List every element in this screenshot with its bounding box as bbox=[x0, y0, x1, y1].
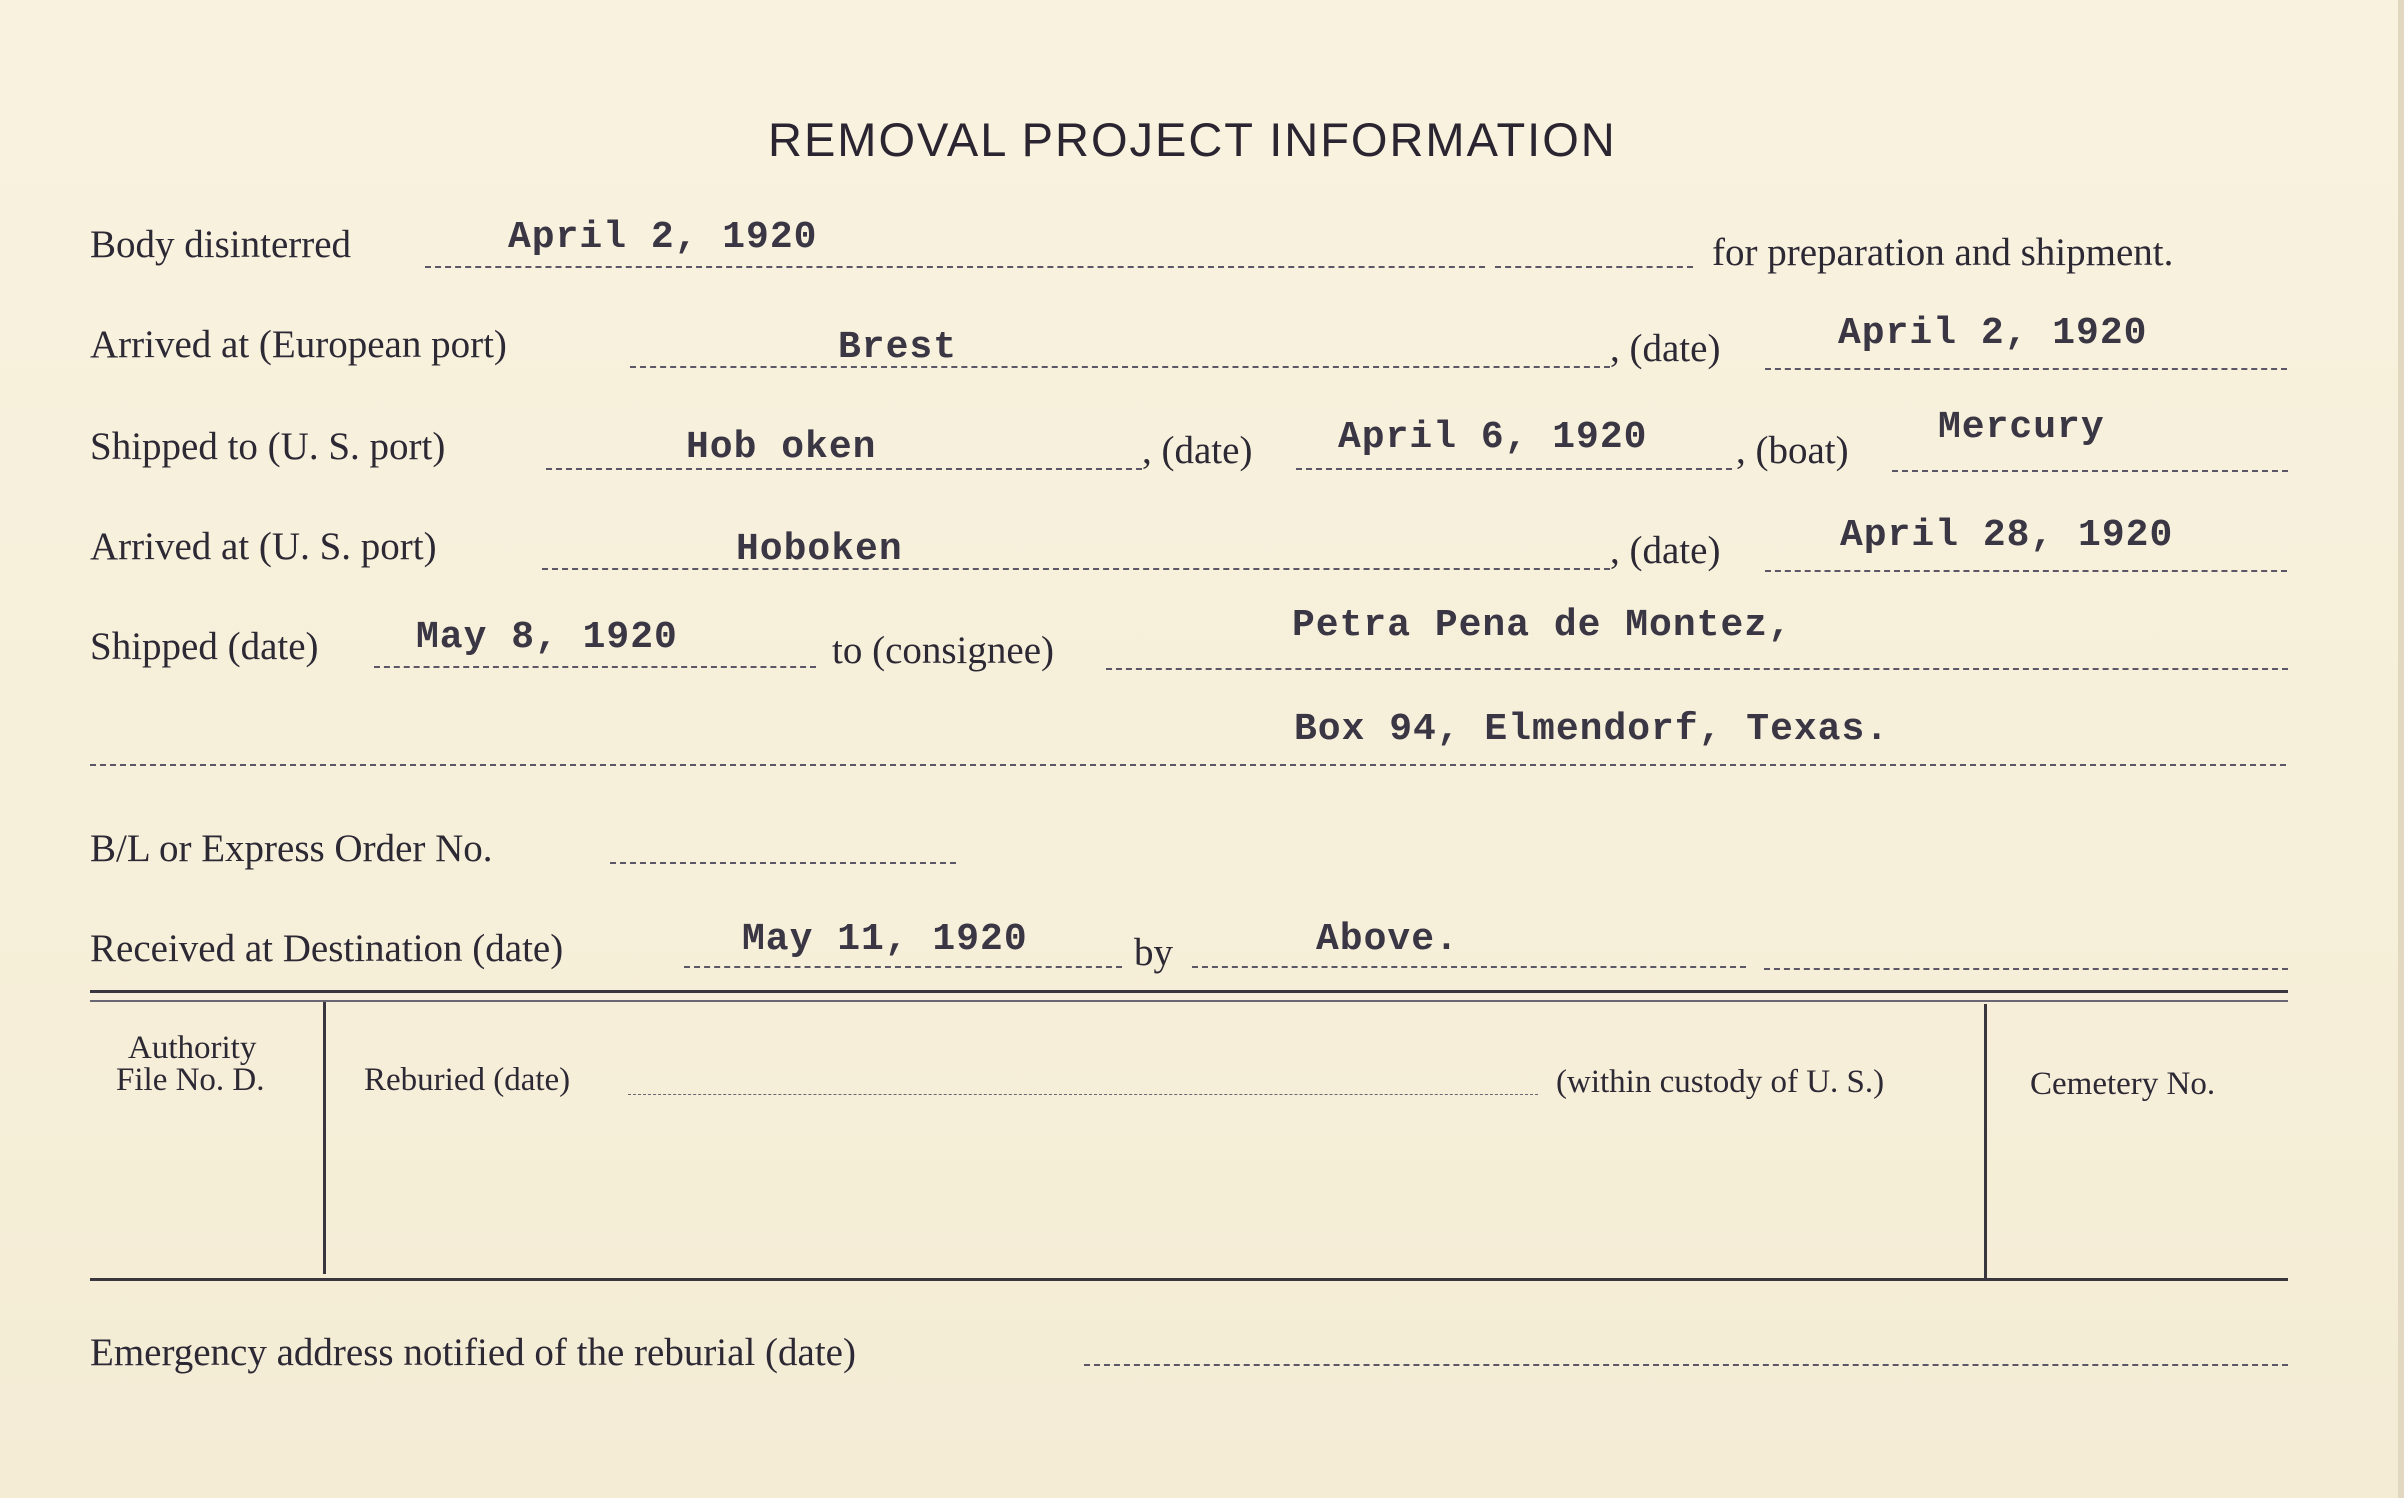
boat-label: , (boat) bbox=[1736, 429, 1849, 472]
consignee-address-value: Box 94, Elmendorf, Texas. bbox=[1294, 708, 1890, 751]
boat-line bbox=[1892, 470, 2288, 472]
received-destination-value: May 11, 1920 bbox=[742, 918, 1028, 961]
received-by-label: by bbox=[1134, 931, 1173, 974]
authority-label-1: Authority bbox=[128, 1030, 257, 1066]
received-by-line-2 bbox=[1764, 968, 2288, 970]
bl-order-line bbox=[610, 862, 956, 864]
box-left-divider bbox=[323, 1002, 326, 1274]
received-destination-label: Received at Destination (date) bbox=[90, 927, 564, 970]
body-disinterred-value: April 2, 1920 bbox=[508, 216, 818, 259]
emergency-address-line bbox=[1084, 1364, 2288, 1366]
reburied-label: Reburied (date) bbox=[364, 1062, 571, 1098]
received-by-line bbox=[1192, 966, 1746, 968]
card-title: REMOVAL PROJECT INFORMATION bbox=[768, 113, 1617, 166]
us-port-shipped-date-line bbox=[1296, 468, 1732, 470]
us-port-shipped-value: Hob oken bbox=[686, 426, 877, 469]
european-port-label: Arrived at (European port) bbox=[90, 323, 507, 366]
emergency-address-label: Emergency address notified of the reburial (date) bbox=[90, 1331, 856, 1374]
european-port-date-line bbox=[1765, 368, 2287, 370]
us-port-shipped-date-value: April 6, 1920 bbox=[1338, 416, 1648, 459]
us-port-arrived-label: Arrived at (U. S. port) bbox=[90, 525, 437, 568]
reburied-line bbox=[628, 1094, 1538, 1095]
us-port-arrived-date-value: April 28, 1920 bbox=[1840, 514, 2174, 557]
consignee-label: to (consignee) bbox=[832, 629, 1055, 672]
european-port-line bbox=[630, 366, 1610, 368]
box-top-rule bbox=[90, 990, 2288, 993]
received-by-value: Above. bbox=[1316, 918, 1459, 961]
european-port-date-value: April 2, 1920 bbox=[1838, 312, 2148, 355]
box-bottom-rule bbox=[90, 1278, 2288, 1281]
us-port-shipped-date-label: , (date) bbox=[1142, 429, 1253, 472]
us-port-arrived-value: Hoboken bbox=[736, 528, 903, 571]
shipped-date-line bbox=[374, 666, 816, 668]
body-disinterred-label: Body disinterred bbox=[90, 223, 352, 266]
us-port-arrived-date-line bbox=[1765, 570, 2287, 572]
consignee-value: Petra Pena de Montez, bbox=[1292, 604, 1792, 647]
body-disinterred-line bbox=[425, 266, 1485, 268]
bl-order-label: B/L or Express Order No. bbox=[90, 827, 493, 870]
us-port-shipped-label: Shipped to (U. S. port) bbox=[90, 425, 446, 468]
shipped-date-value: May 8, 1920 bbox=[416, 616, 678, 659]
received-destination-line bbox=[684, 966, 1122, 968]
us-port-arrived-line bbox=[542, 568, 1610, 570]
cemetery-label: Cemetery No. bbox=[2030, 1066, 2216, 1102]
consignee-address-line bbox=[90, 764, 2286, 766]
european-port-date-label: , (date) bbox=[1610, 327, 1721, 370]
us-port-arrived-date-label: , (date) bbox=[1610, 529, 1721, 572]
authority-label-2: File No. D. bbox=[116, 1062, 265, 1098]
boat-value: Mercury bbox=[1938, 406, 2105, 449]
body-disinterred-line-2 bbox=[1495, 266, 1693, 268]
custody-label: (within custody of U. S.) bbox=[1556, 1064, 1885, 1100]
box-right-divider bbox=[1984, 1004, 1987, 1280]
european-port-value: Brest bbox=[838, 326, 958, 369]
consignee-line bbox=[1106, 668, 2288, 670]
box-top-rule-2 bbox=[90, 1000, 2288, 1002]
card-edge bbox=[2398, 0, 2404, 1498]
preparation-shipment-label: for preparation and shipment. bbox=[1712, 231, 2174, 274]
shipped-date-label: Shipped (date) bbox=[90, 625, 319, 668]
